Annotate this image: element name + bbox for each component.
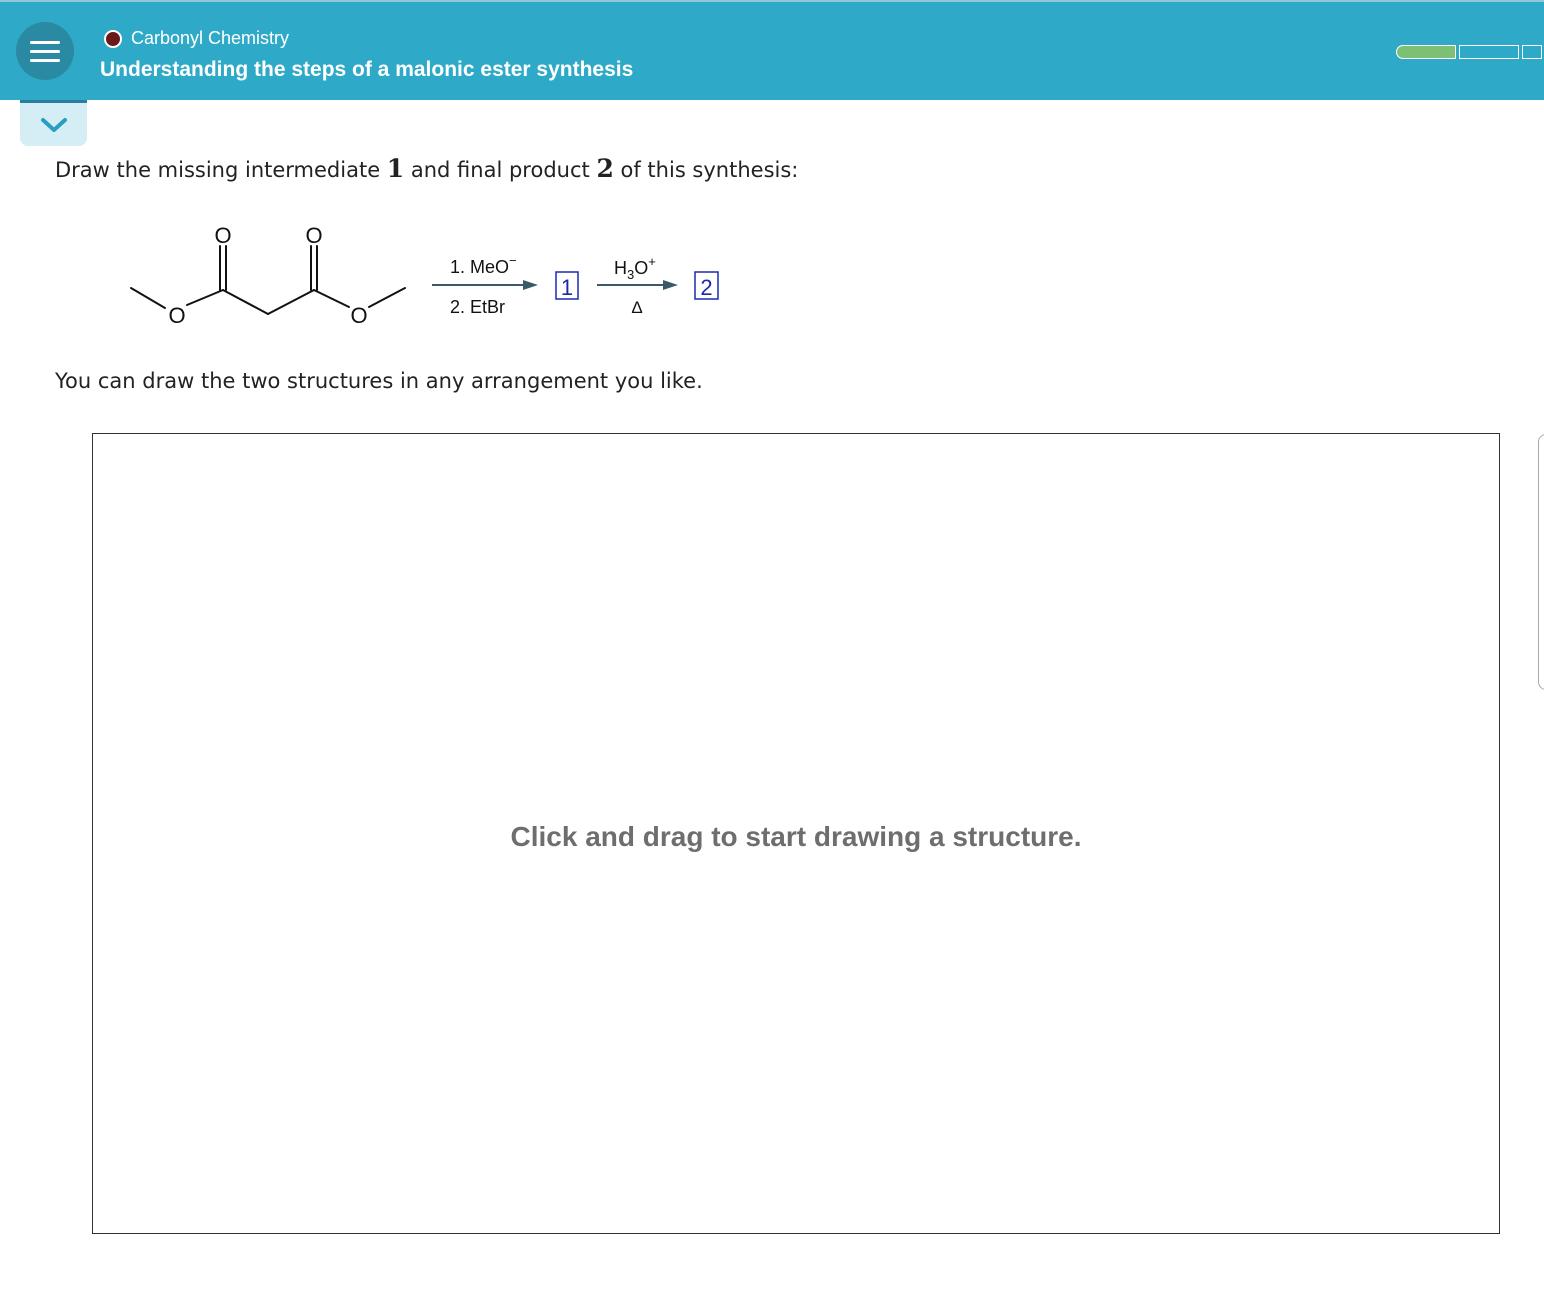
- question-text: [55, 154, 798, 183]
- side-panel-tab[interactable]: [1538, 434, 1544, 690]
- question-prefix: Draw the missing intermediate: [55, 158, 387, 182]
- reaction-scheme: [120, 215, 740, 335]
- topic-status-dot: [104, 30, 122, 48]
- step1-reagent-2: 2. EtBr: [450, 297, 506, 317]
- product-number: 2: [596, 154, 614, 183]
- hamburger-icon-line: [30, 50, 60, 53]
- product-box-label: 2: [700, 275, 713, 300]
- canvas-prompt: Click and drag to start drawing a structure.: [510, 820, 1082, 852]
- atom-O-ester-right: O: [350, 303, 368, 328]
- atom-O-carbonyl-right: O: [305, 223, 323, 248]
- intermediate-number: 1: [386, 154, 405, 183]
- drawing-canvas[interactable]: [92, 433, 1500, 1234]
- reaction-arrow-2-head: [663, 280, 678, 290]
- topic-row: [104, 28, 289, 49]
- chevron-down-icon: [40, 116, 68, 134]
- lesson-title: Understanding the steps of a malonic ester synthesis: [100, 58, 634, 81]
- reaction-arrow-1-head: [523, 280, 538, 290]
- expand-toggle[interactable]: [20, 100, 87, 146]
- instruction-text: You can draw the two structures in any arrangement you like.: [55, 369, 703, 393]
- top-bar: [0, 0, 1544, 100]
- step1-reagent-1: 1. MeO−: [450, 253, 517, 277]
- progress-segment-complete: [1396, 45, 1456, 59]
- hamburger-icon: [30, 41, 60, 44]
- menu-button[interactable]: [16, 22, 74, 80]
- progress-segment: [1522, 45, 1542, 59]
- step2-condition: Δ: [631, 298, 643, 317]
- atom-O-carbonyl-left: O: [214, 223, 232, 248]
- progress-segment: [1459, 45, 1519, 59]
- progress-bar: [1396, 45, 1542, 59]
- topic-label: Carbonyl Chemistry: [131, 28, 290, 48]
- question-suffix: of this synthesis:: [613, 158, 799, 182]
- step2-reagent: $H_3O^+$: [614, 254, 656, 282]
- atom-O-ester-left: O: [168, 303, 186, 328]
- intermediate-box-label: 1: [560, 275, 574, 300]
- hamburger-icon-line: [30, 59, 60, 62]
- question-middle: and final product: [404, 158, 597, 182]
